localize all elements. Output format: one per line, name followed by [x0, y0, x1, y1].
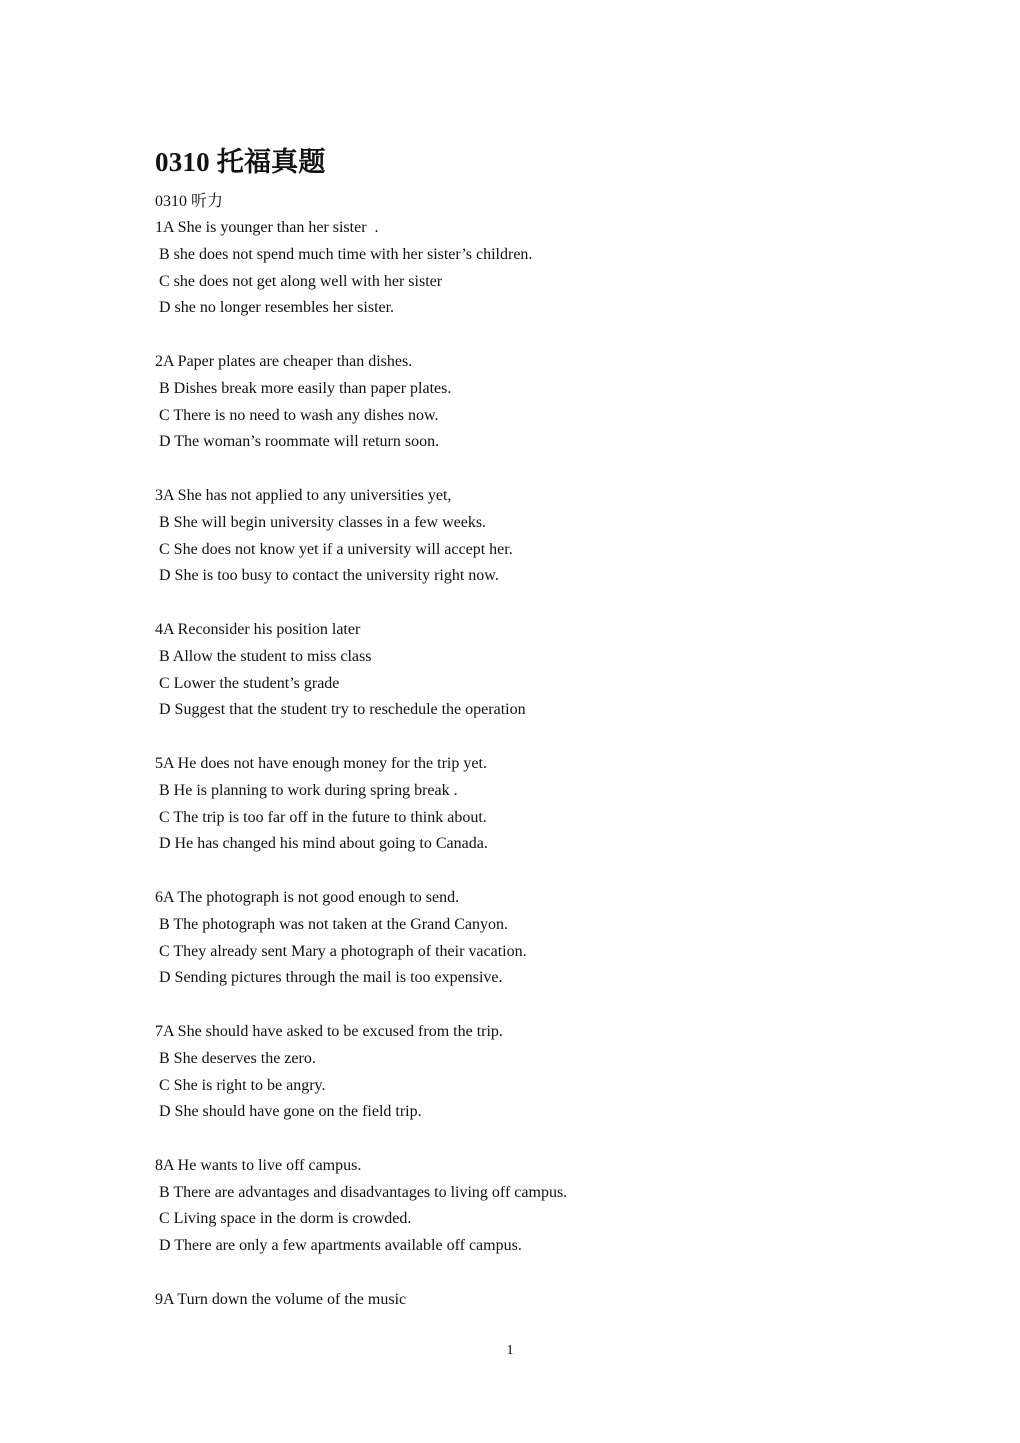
question-option: D she no longer resembles her sister.	[159, 299, 395, 317]
question-option-a: 7A She should have asked to be excused from the trip.	[155, 1022, 503, 1040]
question-option-a: 5A He does not have enough money for the trip yet.	[155, 754, 487, 772]
page-number: 1	[506, 1343, 514, 1358]
question-list	[155, 215, 875, 1314]
question-item	[155, 483, 875, 590]
question-option-a: 6A The photograph is not good enough to send.	[155, 888, 460, 906]
question-option: D He has changed his mind about going to Canada.	[159, 835, 488, 853]
question-option: B She will begin university classes in a few weeks.	[159, 513, 487, 531]
question-item	[155, 1019, 875, 1126]
question-item	[155, 1153, 875, 1260]
question-option: B She deserves the zero.	[159, 1049, 316, 1067]
question-option: C she does not get along well with her sister	[159, 272, 443, 290]
question-option: B Allow the student to miss class	[159, 647, 372, 665]
question-item	[155, 751, 875, 858]
question-option-a: 1A She is younger than her sister .	[155, 219, 379, 236]
question-option: C Living space in the dorm is crowded.	[159, 1210, 412, 1228]
question-option: D She should have gone on the field trip.	[159, 1103, 422, 1121]
question-option: D She is too busy to contact the university right now.	[159, 567, 499, 585]
question-option: C They already sent Mary a photograph of their vacation.	[159, 942, 527, 960]
question-item	[155, 1287, 875, 1314]
question-option: C She does not know yet if a university will accept her.	[159, 540, 513, 558]
question-option: D Sending pictures through the mail is too expensive.	[159, 969, 503, 987]
question-option-a: 9A Turn down the volume of the music	[155, 1290, 407, 1308]
question-item	[155, 885, 875, 992]
question-option-a: 8A He wants to live off campus.	[155, 1156, 362, 1174]
question-option: B He is planning to work during spring break .	[159, 781, 458, 799]
question-option: D The woman’s roommate will return soon.	[159, 433, 440, 451]
question-option: B There are advantages and disadvantages to living off campus.	[159, 1183, 568, 1201]
question-option: D There are only a few apartments available off campus.	[159, 1237, 522, 1255]
question-option-a: 2A Paper plates are cheaper than dishes.	[155, 352, 413, 370]
question-option: C She is right to be angry.	[159, 1076, 326, 1094]
question-item	[155, 349, 875, 456]
question-item	[155, 215, 875, 322]
question-option: C The trip is too far off in the future to think about.	[159, 808, 487, 826]
question-option: B Dishes break more easily than paper plates.	[159, 379, 452, 397]
question-option: C There is no need to wash any dishes now.	[159, 406, 439, 424]
section-label: 0310 听力	[155, 193, 224, 210]
question-item	[155, 617, 875, 724]
document-page	[155, 140, 875, 1340]
question-option: D Suggest that the student try to reschedule the operation	[159, 701, 526, 719]
document-title: 0310 托福真题	[155, 147, 326, 177]
question-option-a: 3A She has not applied to any universities yet,	[155, 486, 452, 504]
question-option: B The photograph was not taken at the Grand Canyon.	[159, 915, 508, 933]
question-option-a: 4A Reconsider his position later	[155, 620, 361, 638]
question-option: B she does not spend much time with her sister’s children.	[159, 245, 533, 263]
question-option: C Lower the student’s grade	[159, 674, 340, 692]
